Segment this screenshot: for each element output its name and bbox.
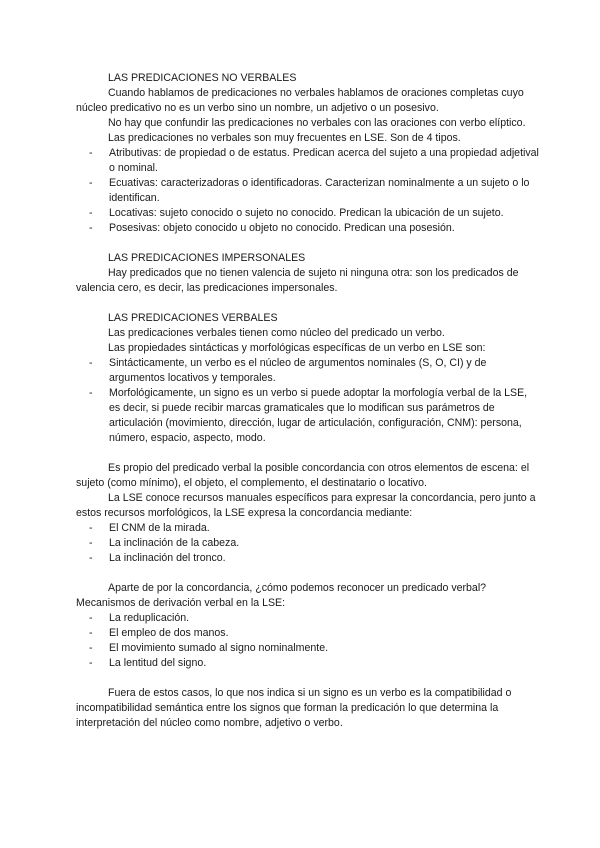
paragraph: No hay que confundir las predicaciones no verbales con las oraciones con verbo elíptico. bbox=[108, 117, 526, 129]
list-item bbox=[76, 221, 540, 236]
list-item bbox=[76, 656, 540, 671]
bullet-list-derivacion bbox=[76, 611, 540, 671]
dash-bullet: - bbox=[89, 222, 93, 234]
list-item-text: Locativas: sujeto conocido o sujeto no conocido. Predican la ubicación de un sujeto. bbox=[109, 207, 504, 219]
heading-verbales: LAS PREDICACIONES VERBALES bbox=[108, 312, 278, 324]
list-item bbox=[76, 356, 540, 386]
dash-bullet: - bbox=[89, 522, 93, 534]
list-item-text: La reduplicación. bbox=[109, 612, 190, 624]
heading-no-verbales: LAS PREDICACIONES NO VERBALES bbox=[108, 72, 297, 84]
spacer bbox=[76, 296, 540, 311]
list-item-text: Posesivas: objeto conocido u objeto no conocido. Predican una posesión. bbox=[109, 222, 455, 234]
bullet-list-concordancia bbox=[76, 521, 540, 566]
list-item-text: Ecuativas: caracterizadoras o identificadoras. Caracterizan nominalmente a un sujeto o lo identifican. bbox=[109, 177, 530, 204]
paragraph: Hay predicados que no tienen valencia de sujeto ni ninguna otra: son los predicados de valencia cero, es decir, las predicaciones impersonales. bbox=[76, 267, 519, 294]
dash-bullet: - bbox=[89, 552, 93, 564]
dash-bullet: - bbox=[89, 387, 93, 399]
paragraph: Las predicaciones no verbales son muy frecuentes en LSE. Son de 4 tipos. bbox=[108, 132, 461, 144]
dash-bullet: - bbox=[89, 657, 93, 669]
paragraph: Las predicaciones verbales tienen como núcleo del predicado un verbo. bbox=[108, 327, 445, 339]
paragraph: La LSE conoce recursos manuales específicos para expresar la concordancia, pero junto a estos recursos morfológicos, la LSE expresa la concordancia mediante: bbox=[76, 492, 536, 519]
dash-bullet: - bbox=[89, 357, 93, 369]
list-item bbox=[76, 641, 540, 656]
list-item-text: El empleo de dos manos. bbox=[109, 627, 229, 639]
list-item bbox=[76, 206, 540, 221]
bullet-list-propiedades bbox=[76, 356, 540, 446]
list-item bbox=[76, 146, 540, 176]
dash-bullet: - bbox=[89, 642, 93, 654]
list-item-text: Morfológicamente, un signo es un verbo si puede adoptar la morfología verbal de la LSE, es decir, si puede recibir marcas gramaticales que lo modifican sus parámetros de articulación (movimiento, dirección, lugar de articulación, configuración, CNM): persona, número, espacio, aspecto, modo. bbox=[109, 387, 528, 444]
list-item bbox=[76, 521, 540, 536]
paragraph: Es propio del predicado verbal la posible concordancia con otros elementos de escena: el sujeto (como mínimo), el objeto, el complemento, el destinatario o locativo. bbox=[76, 462, 530, 489]
list-item-text: El movimiento sumado al signo nominalmente. bbox=[109, 642, 329, 654]
list-item-text: Sintácticamente, un verbo es el núcleo de argumentos nominales (S, O, CI) y de argumentos locativos y temporales. bbox=[109, 357, 487, 384]
list-item bbox=[76, 536, 540, 551]
paragraph: Fuera de estos casos, lo que nos indica si un signo es un verbo es la compatibilidad o incompatibilidad semántica entre los signos que forman la predicación lo que determina la interpretación del núcleo como nombre, adjetivo o verbo. bbox=[76, 687, 512, 729]
spacer bbox=[76, 671, 540, 686]
dash-bullet: - bbox=[89, 627, 93, 639]
dash-bullet: - bbox=[89, 177, 93, 189]
list-item-text: La inclinación del tronco. bbox=[109, 552, 226, 564]
list-item-text: La inclinación de la cabeza. bbox=[109, 537, 240, 549]
list-item bbox=[76, 386, 540, 446]
heading-impersonales: LAS PREDICACIONES IMPERSONALES bbox=[108, 252, 306, 264]
bullet-list-tipos bbox=[76, 146, 540, 236]
paragraph: Cuando hablamos de predicaciones no verbales hablamos de oraciones completas cuyo núcleo predicativo no es un verbo sino un nombre, un adjetivo o un posesivo. bbox=[76, 87, 524, 114]
dash-bullet: - bbox=[89, 147, 93, 159]
list-item bbox=[76, 551, 540, 566]
list-item bbox=[76, 176, 540, 206]
list-item-text: Atributivas: de propiedad o de estatus. Predican acerca del sujeto a una propiedad adjetival o nominal. bbox=[109, 147, 539, 174]
list-item-text: El CNM de la mirada. bbox=[109, 522, 210, 534]
paragraph: Las propiedades sintácticas y morfológicas específicas de un verbo en LSE son: bbox=[108, 342, 486, 354]
list-item-text: La lentitud del signo. bbox=[109, 657, 207, 669]
list-item bbox=[76, 626, 540, 641]
spacer bbox=[76, 446, 540, 461]
list-item bbox=[76, 611, 540, 626]
dash-bullet: - bbox=[89, 207, 93, 219]
dash-bullet: - bbox=[89, 537, 93, 549]
spacer bbox=[76, 566, 540, 581]
dash-bullet: - bbox=[89, 612, 93, 624]
paragraph: Aparte de por la concordancia, ¿cómo podemos reconocer un predicado verbal? Mecanismos de derivación verbal en la LSE: bbox=[76, 582, 487, 609]
spacer bbox=[76, 236, 540, 251]
